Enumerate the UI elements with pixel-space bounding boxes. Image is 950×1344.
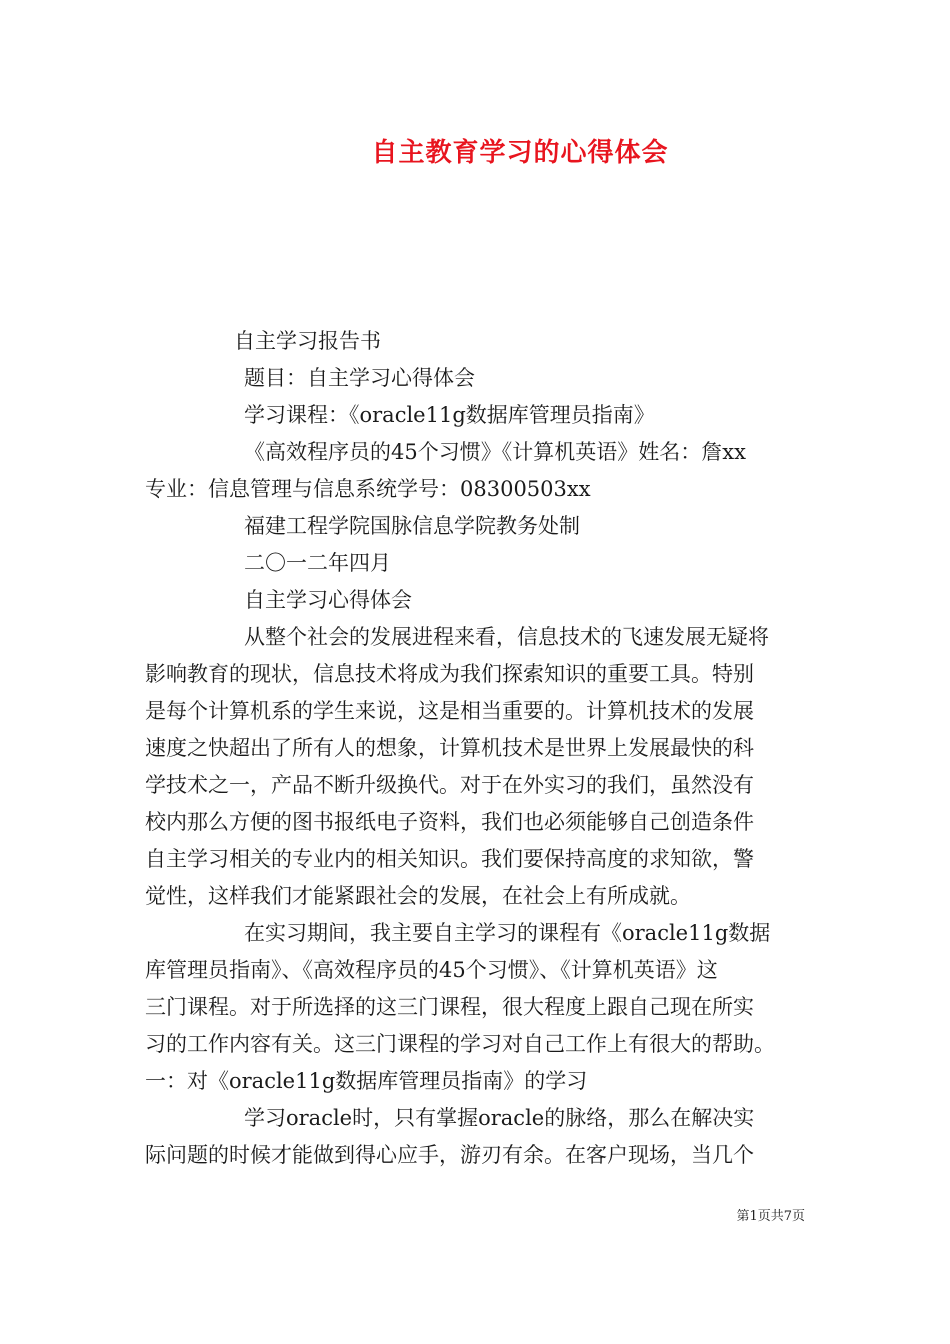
paragraph-line: 校内那么方便的图书报纸电子资料，我们也必须能够自己创造条件 — [145, 810, 754, 834]
paragraph-line: 学习oracle时，只有掌握oracle的脉络，那么在解决实 — [244, 1106, 755, 1130]
report-institution: 福建工程学院国脉信息学院教务处制 — [244, 514, 580, 538]
paragraph-line: 在实习期间，我主要自主学习的课程有《oracle11g数据 — [244, 921, 771, 945]
document-title: 自主教育学习的心得体会 — [371, 138, 669, 168]
paragraph-line: 速度之快超出了所有人的想象，计算机技术是世界上发展最快的科 — [145, 736, 754, 760]
paragraph-line: 觉性，这样我们才能紧跟社会的发展，在社会上有所成就。 — [145, 884, 691, 908]
report-course: 学习课程：《oracle11g数据库管理员指南》 — [244, 403, 655, 427]
section-heading: 自主学习心得体会 — [244, 588, 412, 612]
paragraph-line: 际问题的时候才能做到得心应手，游刃有余。在客户现场，当几个 — [145, 1143, 754, 1167]
page-number: 第1页共7页 — [736, 1209, 805, 1224]
paragraph-line: 学技术之一，产品不断升级换代。对于在外实习的我们，虽然没有 — [145, 773, 754, 797]
report-major: 专业：信息管理与信息系统学号：08300503xx — [145, 477, 591, 501]
paragraph-line: 库管理员指南》、《高效程序员的45个习惯》、《计算机英语》这 — [145, 958, 718, 982]
report-topic: 题目：自主学习心得体会 — [244, 366, 475, 390]
paragraph-line: 影响教育的现状，信息技术将成为我们探索知识的重要工具。特别 — [145, 662, 754, 686]
report-date: 二〇一二年四月 — [244, 551, 391, 575]
paragraph-line: 自主学习相关的专业内的相关知识。我们要保持高度的求知欲，警 — [145, 847, 754, 871]
paragraph-line: 三门课程。对于所选择的这三门课程，很大程度上跟自己现在所实 — [145, 995, 754, 1019]
document-body — [145, 323, 810, 1174]
subsection-heading: 一：对《oracle11g数据库管理员指南》的学习 — [145, 1069, 588, 1093]
paragraph-line: 是每个计算机系的学生来说，这是相当重要的。计算机技术的发展 — [145, 699, 754, 723]
paragraph-line: 习的工作内容有关。这三门课程的学习对自己工作上有很大的帮助。 — [145, 1032, 775, 1056]
report-course-continued: 《高效程序员的45个习惯》《计算机英语》姓名：詹xx — [244, 440, 746, 464]
paragraph-line: 从整个社会的发展进程来看，信息技术的飞速发展无疑将 — [244, 625, 769, 649]
report-heading: 自主学习报告书 — [234, 329, 381, 353]
